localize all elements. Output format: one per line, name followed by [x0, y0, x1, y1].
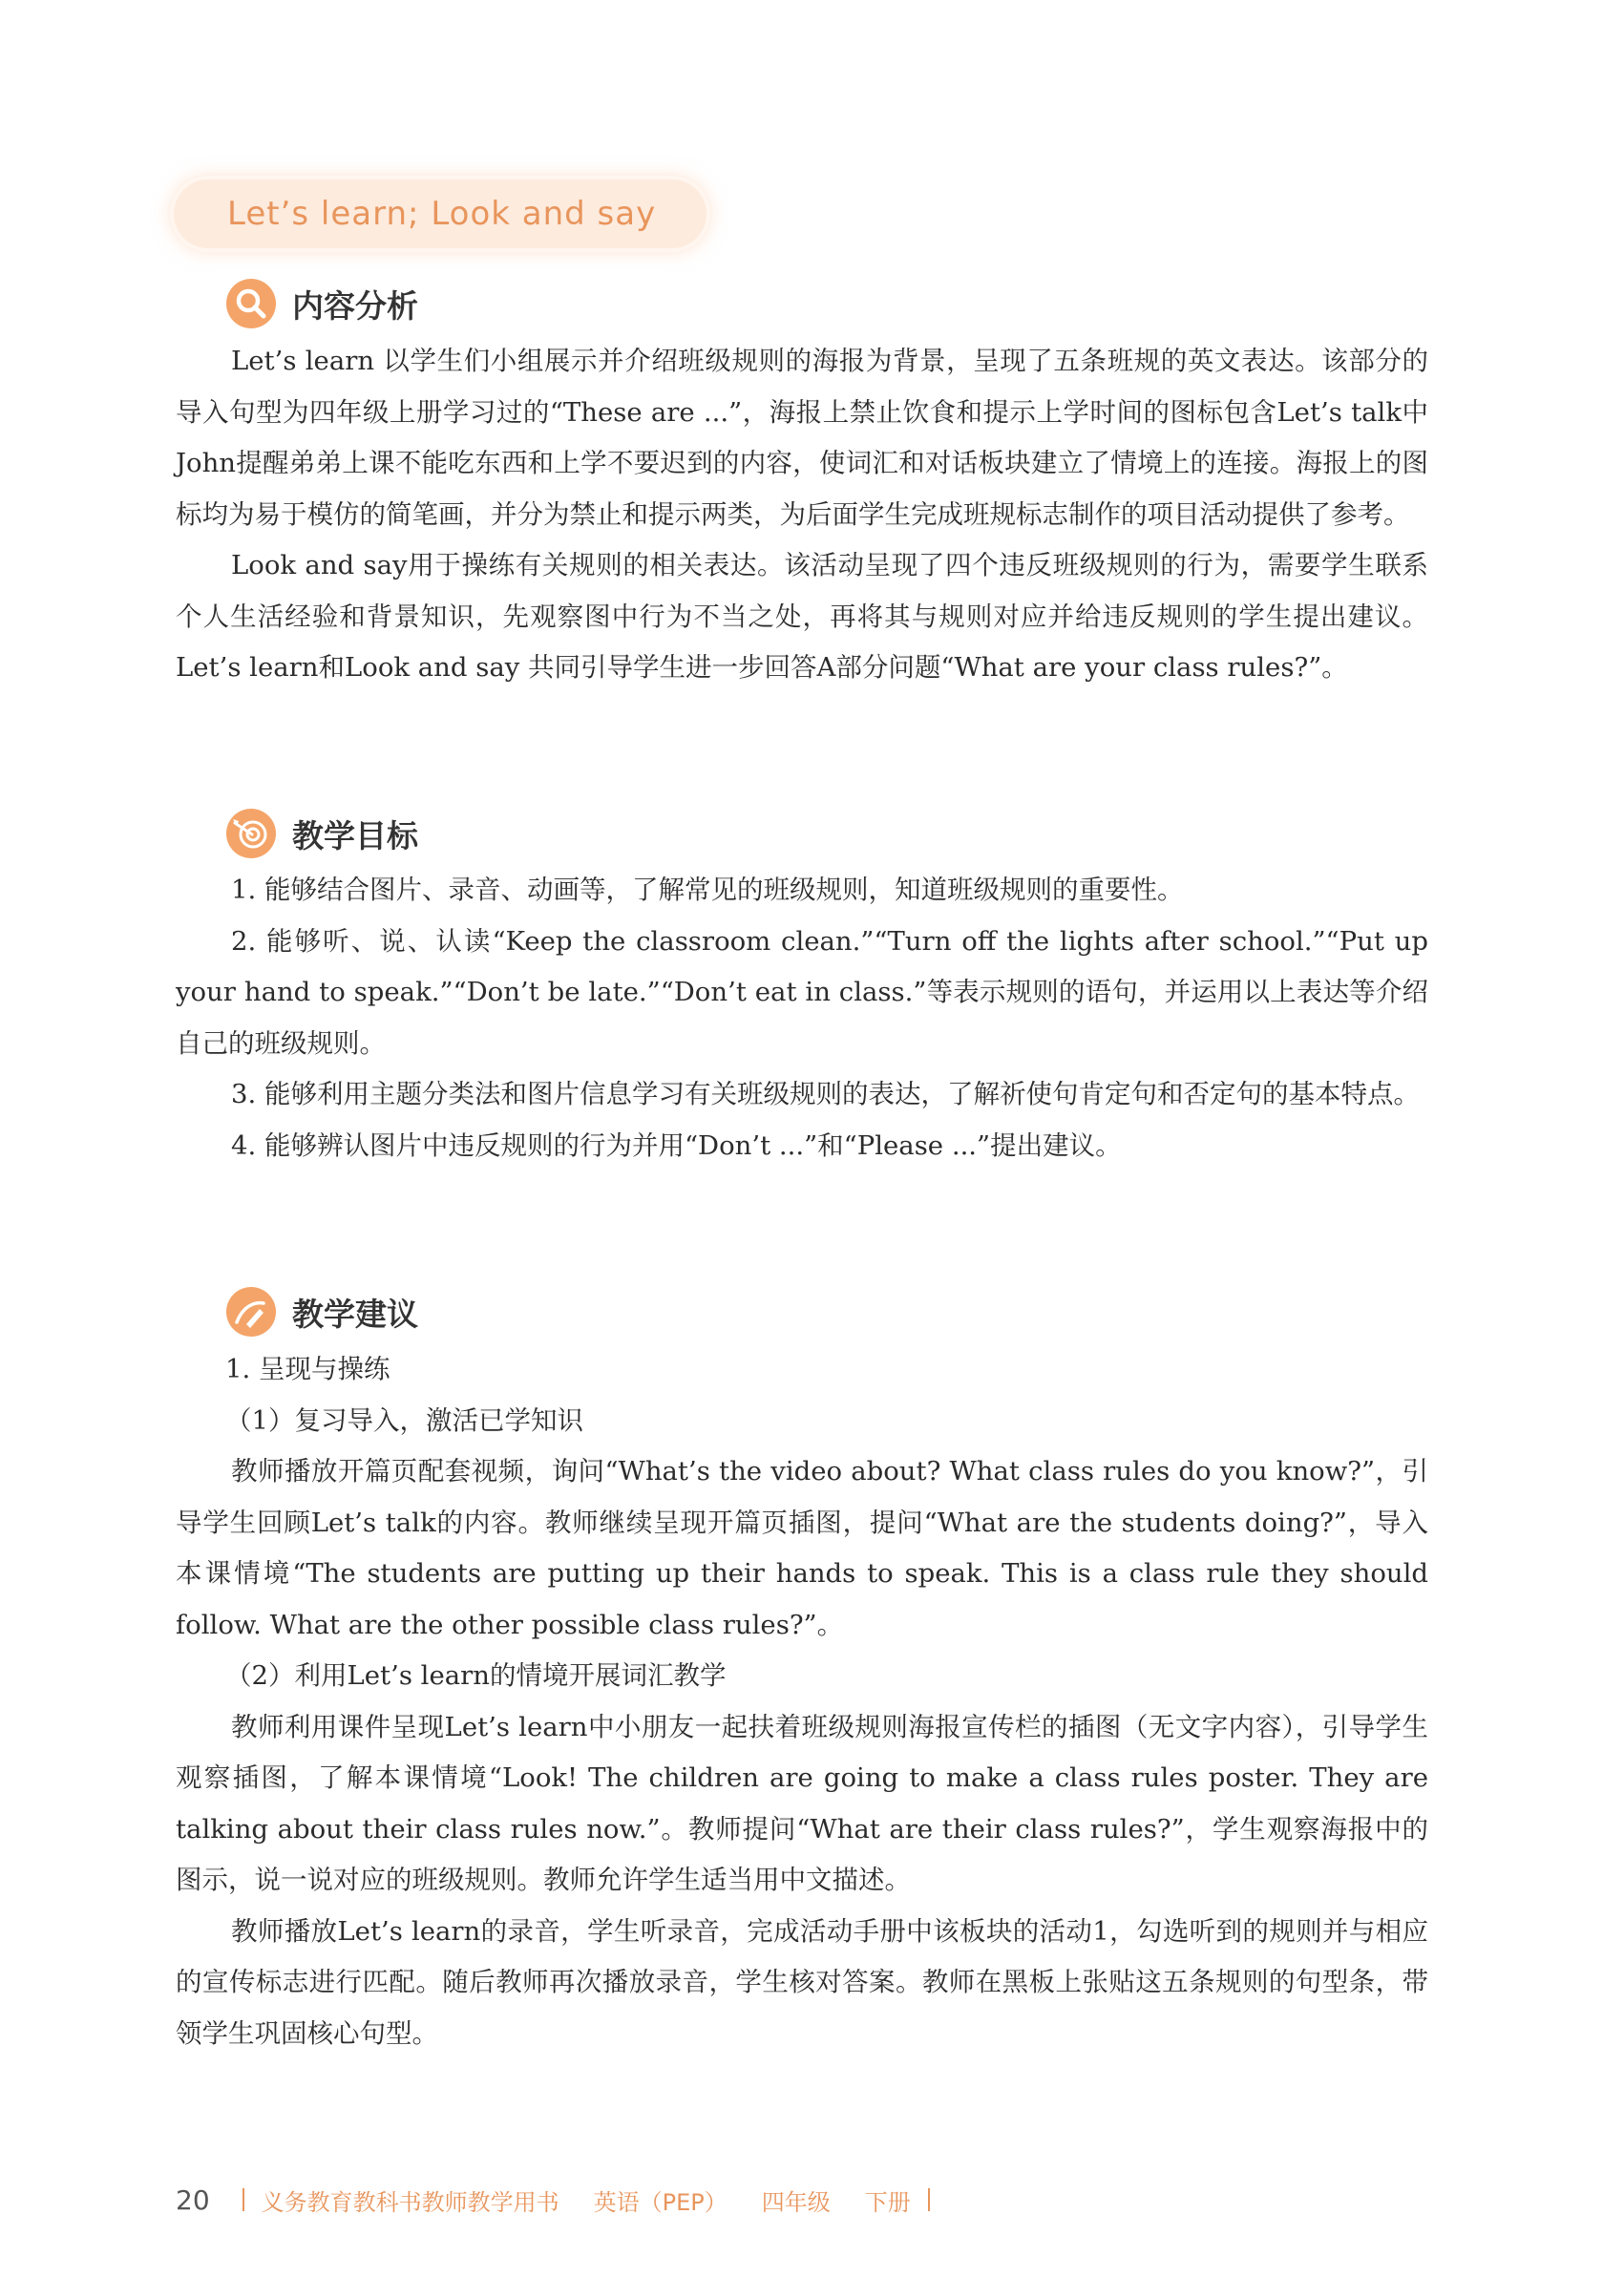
- teaching-goals-body: [176, 865, 1428, 1171]
- goal-item: 3. 能够利用主题分类法和图片信息学习有关班级规则的表达，了解祈使句肯定句和否定句的基本特点。: [231, 1079, 1420, 1109]
- suggestion-paragraph: 教师播放Let’s learn的录音，学生听录音，完成活动手册中该板块的活动1，勾选听到的规则并与相应的宣传标志进行匹配。随后教师再次播放录音，学生核对答案。教师在黑板上张贴这五条规则的句型条，带领学生巩固核心句型。: [176, 1915, 1428, 2049]
- footer-divider: [243, 2188, 244, 2211]
- content-analysis-paragraph: Look and say用于操练有关规则的相关表达。该活动呈现了四个违反班级规则的行为，需要学生联系个人生活经验和背景知识，先观察图中行为不当之处，再将其与规则对应并给违反规则的学生提出建议。Let’s learn和Look and say 共同引导学生进一步回答A部分问题“What are your class rules?”。: [176, 550, 1428, 683]
- teaching-suggestions-heading: 教学建议: [292, 1295, 418, 1333]
- pencil-swoosh-icon: [225, 1286, 277, 1338]
- footer-subject: 英语（PEP）: [593, 2188, 728, 2216]
- section-title: Let’s learn; Look and say: [227, 195, 657, 233]
- footer-divider: [928, 2188, 930, 2211]
- goal-item: 1. 能够结合图片、录音、动画等，了解常见的班级规则，知道班级规则的重要性。: [231, 875, 1184, 905]
- target-arrow-icon: [225, 808, 277, 859]
- teaching-suggestions-header: [225, 1285, 418, 1339]
- footer-grade: 四年级: [761, 2188, 831, 2216]
- footer-volume: 下册: [864, 2188, 911, 2216]
- teaching-goals-heading: 教学目标: [292, 816, 418, 854]
- page-number: 20: [176, 2183, 210, 2216]
- page-footer: [176, 2181, 930, 2219]
- suggestion-part-title: （2）利用Let’s learn的情境开展词汇教学: [225, 1660, 727, 1691]
- section-title-pill: [174, 179, 707, 248]
- suggestion-paragraph: 教师播放开篇页配套视频，询问“What’s the video about? What class rules do you know?”，引导学生回顾Let’s talk的内容。教师继续呈现开篇页插图，提问“What are the students doing?”，导入本课情境“The students are putting up their hands to speak. This is a class rule they should follow. What are the other possible class rules?”。: [176, 1456, 1428, 1640]
- suggestion-paragraph: 教师利用课件呈现Let’s learn中小朋友一起扶着班级规则海报宣传栏的插图（无文字内容），引导学生观察插图，了解本课情境“Look! The children are going to make a class rules poster. They are talking about their class rules now.”。教师提问“What are their class rules?”，学生观察海报中的图示，说一说对应的班级规则。教师允许学生适当用中文描述。: [176, 1711, 1428, 1895]
- teaching-suggestions-body: [176, 1344, 1428, 2059]
- content-analysis-heading: 内容分析: [292, 286, 418, 325]
- footer-book-title: 义务教育教科书教师教学用书: [261, 2188, 559, 2216]
- suggestion-part-title: （1）复习导入，激活已学知识: [225, 1404, 583, 1436]
- goal-item: 2. 能够听、说、认读“Keep the classroom clean.”“Turn off the lights after school.”“Put up your hand to speak.”“Don’t be late.”“Don’t eat in class.”等表示规则的语句，并运用以上表达等介绍自己的班级规则。: [176, 925, 1428, 1059]
- teaching-goals-header: [225, 807, 418, 860]
- goal-item: 4. 能够辨认图片中违反规则的行为并用“Don’t ...”和“Please ...”提出建议。: [231, 1129, 1122, 1161]
- content-analysis-header: [225, 277, 418, 330]
- suggestion-subheading: 1. 呈现与操练: [225, 1354, 390, 1384]
- content-analysis-body: [176, 336, 1428, 694]
- magnifier-icon: [225, 278, 277, 329]
- content-analysis-paragraph: Let’s learn 以学生们小组展示并介绍班级规则的海报为背景，呈现了五条班规的英文表达。该部分的导入句型为四年级上册学习过的“These are ...”，海报上禁止饮食和提示上学时间的图标包含Let’s talk中John提醒弟弟上课不能吃东西和上学不要迟到的内容，使词汇和对话板块建立了情境上的连接。海报上的图标均为易于模仿的简笔画，并分为禁止和提示两类，为后面学生完成班规标志制作的项目活动提供了参考。: [176, 346, 1428, 530]
